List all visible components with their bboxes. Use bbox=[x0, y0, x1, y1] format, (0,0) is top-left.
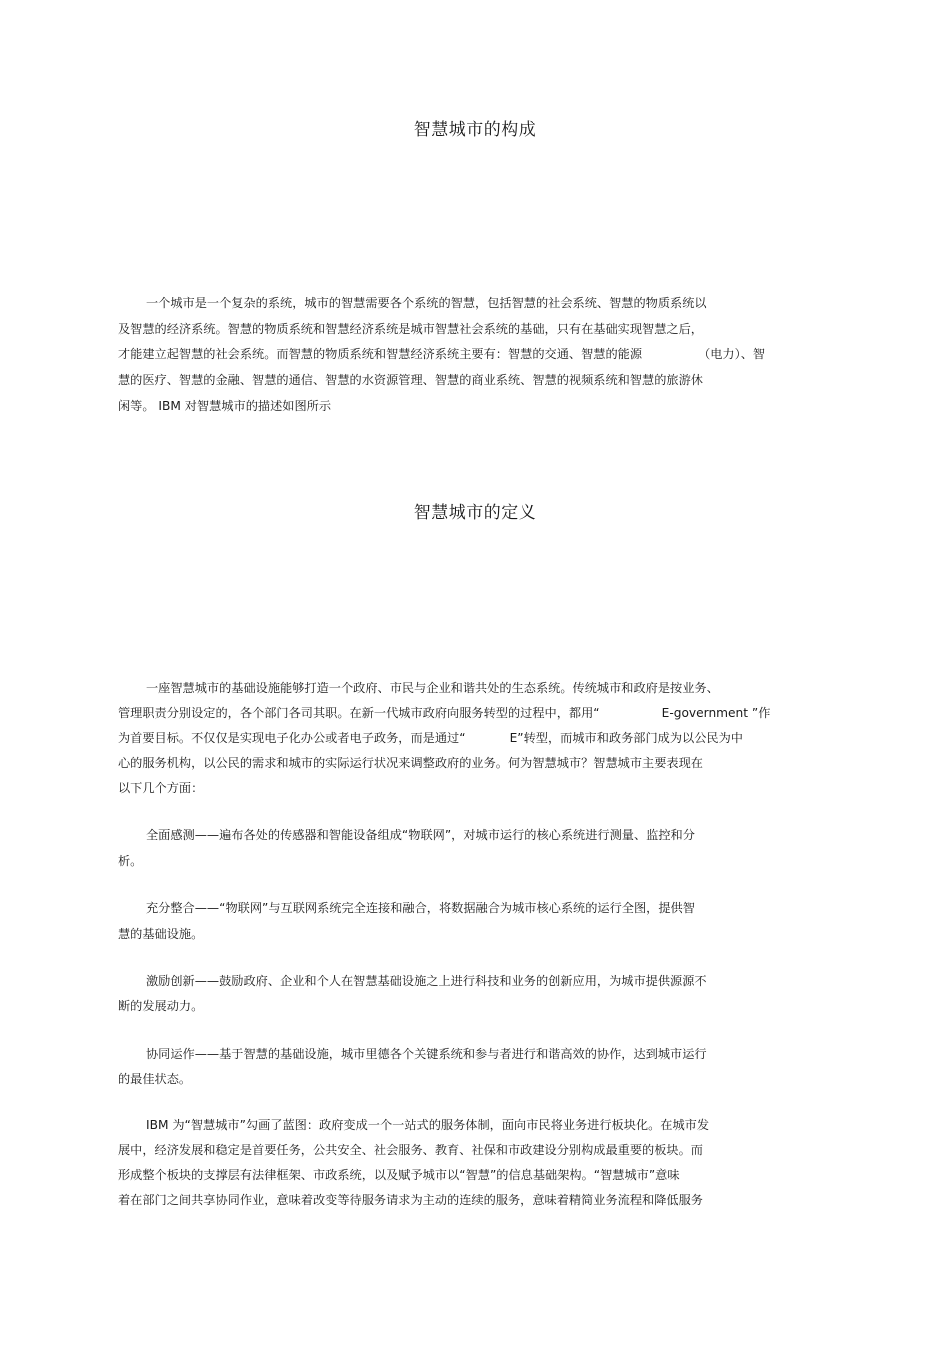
text-line bbox=[118, 730, 743, 746]
section-title: 智慧城市的定义 bbox=[413, 503, 537, 523]
text-line: 心的服务机构，以公民的需求和城市的实际运行状况来调整政府的业务。何为智慧城市？智慧城市主要表现在 bbox=[118, 756, 703, 770]
text-line: 充分整合——“物联网”与互联网系统完全连接和融合，将数据融合为城市核心系统的运行全图，提供智 bbox=[146, 901, 695, 915]
text-line: 展中，经济发展和稳定是首要任务，公共安全、社会服务、教育、社保和市政建设分别构成最重要的板块。而 bbox=[118, 1143, 703, 1157]
text-line bbox=[118, 346, 765, 362]
text-line: 及智慧的经济系统。智慧的物质系统和智慧经济系统是城市智慧社会系统的基础，只有在基础实现智慧之后， bbox=[118, 322, 703, 336]
text-segment: 管理职责分别设定的，各个部门各司其职。在新一代城市政府向服务转型的过程中，都用“ bbox=[118, 706, 600, 720]
text-line: 闲等。 IBM 对智慧城市的描述如图所示 bbox=[118, 399, 332, 413]
text-line: 一个城市是一个复杂的系统，城市的智慧需要各个系统的智慧，包括智慧的社会系统、智慧的物质系统以 bbox=[146, 296, 707, 310]
text-line: 形成整个板块的支撑层有法律框架、市政系统，以及赋予城市以“智慧”的信息基础架构。“智慧城市”意味 bbox=[118, 1168, 680, 1182]
text-line: 着在部门之间共享协同作业，意味着改变等待服务请求为主动的连续的服务，意味着精简业务流程和降低服务 bbox=[118, 1193, 703, 1207]
text-segment: （电力）、智 bbox=[698, 347, 766, 361]
text-line: 协同运作——基于智慧的基础设施，城市里德各个关键系统和参与者进行和谐高效的协作，达到城市运行 bbox=[146, 1047, 707, 1061]
text-line: 析。 bbox=[118, 854, 143, 868]
text-segment: E”转型，而城市和政务部门成为以公民为中 bbox=[509, 731, 743, 745]
text-segment: E-government ”作 bbox=[661, 706, 771, 720]
text-line: 的最佳状态。 bbox=[118, 1072, 192, 1086]
text-line: 激励创新——鼓励政府、企业和个人在智慧基础设施之上进行科技和业务的创新应用，为城市提供源源不 bbox=[146, 974, 707, 988]
text-line bbox=[118, 705, 770, 721]
text-line: 慧的医疗、智慧的金融、智慧的通信、智慧的水资源管理、智慧的商业系统、智慧的视频系统和智慧的旅游休 bbox=[118, 373, 703, 387]
text-line: 一座智慧城市的基础设施能够打造一个政府、市民与企业和谐共处的生态系统。传统城市和政府是按业务、 bbox=[146, 681, 719, 695]
text-line: 以下几个方面： bbox=[118, 781, 204, 795]
text-segment: 为首要目标。不仅仅是实现电子化办公或者电子政务，而是通过“ bbox=[118, 731, 466, 745]
text-line: 断的发展动力。 bbox=[118, 999, 204, 1013]
text-line: 慧的基础设施。 bbox=[118, 927, 204, 941]
page-title: 智慧城市的构成 bbox=[413, 120, 537, 140]
text-line: 全面感测——遍布各处的传感器和智能设备组成“物联网”，对城市运行的核心系统进行测量、监控和分 bbox=[146, 828, 695, 842]
text-segment: 才能建立起智慧的社会系统。而智慧的物质系统和智慧经济系统主要有：智慧的交通、智慧的能源 bbox=[118, 347, 643, 361]
text-line: IBM 为“智慧城市”勾画了蓝图：政府变成一个一站式的服务体制，面向市民将业务进行板块化。在城市发 bbox=[146, 1118, 710, 1132]
